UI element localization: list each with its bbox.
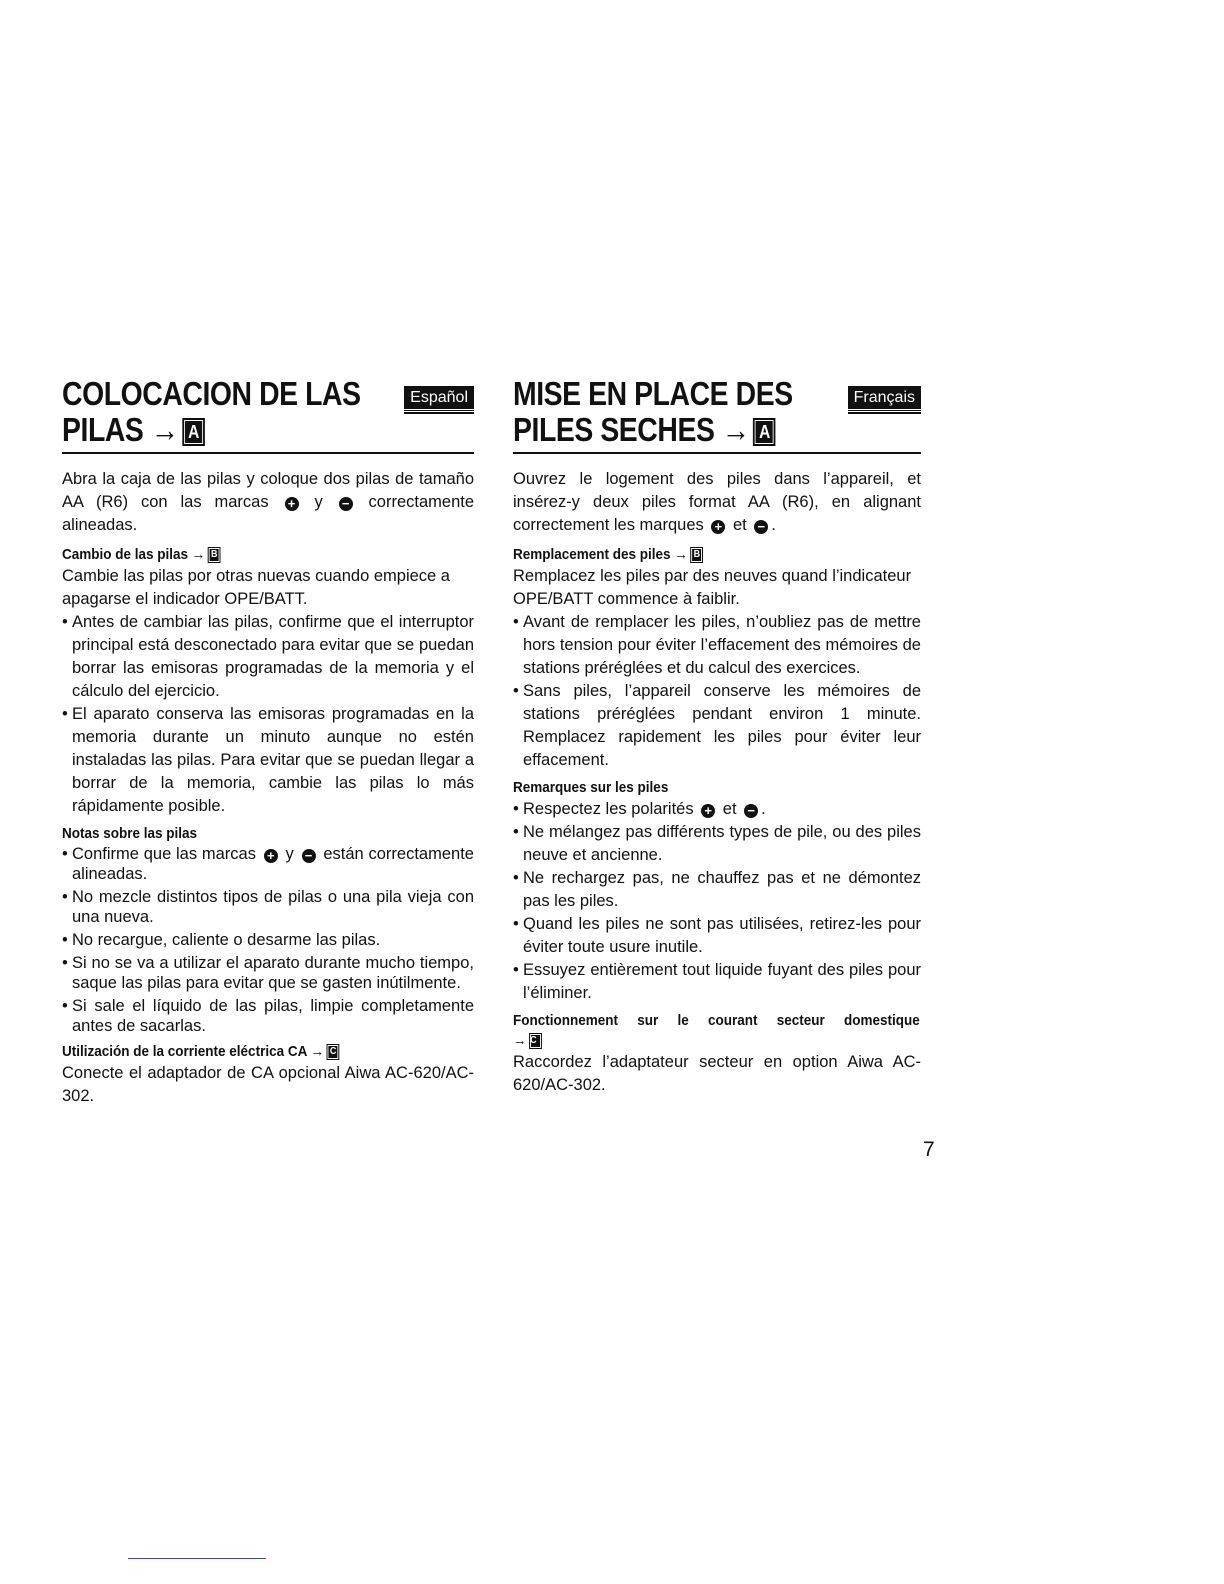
fr-sec1-heading: Remplacement des piles → B: [513, 545, 880, 565]
fr-title-line1: MISE EN PLACE DES: [513, 375, 793, 412]
es-title-line2: PILAS: [62, 411, 144, 448]
arrow-icon: →: [191, 546, 206, 563]
list-item: • Ne mélangez pas différents types de pile, ou des piles neuve et ancienne.: [513, 821, 921, 867]
fr-sec3-heading: Fonctionnement sur le courant secteur domestique → C: [513, 1012, 920, 1049]
list-item: • Quand les piles ne sont pas utilisées, retirez-les pour éviter toute usure inutile.: [513, 913, 921, 959]
list-item: • Respectez les polarités + et − .: [513, 798, 921, 821]
figure-b-box: B: [691, 547, 704, 563]
es-sec1-list: [62, 611, 474, 818]
fr-title: [513, 376, 864, 448]
es-title-line1: COLOCACION DE LAS: [62, 375, 361, 412]
figure-a-box: A: [182, 418, 204, 446]
figure-b-box: B: [208, 547, 221, 563]
list-item: • Confirme que las marcas + y − están correctamente alineadas.: [62, 844, 474, 884]
list-item: • Sans piles, l’appareil conserve les mémoires de stations préréglées pendant environ 1 minute. Remplacez rapidement les piles pour éviter leur effacement.: [513, 680, 921, 772]
fr-sec3-text: Raccordez l’adaptateur secteur en option Aiwa AC-620/AC-302.: [513, 1053, 921, 1094]
list-item: • Ne rechargez pas, ne chauffez pas et ne démontez pas les piles.: [513, 867, 921, 913]
fr-sec1-list: [513, 611, 921, 772]
es-sec3-text: Conecte el adaptador de CA opcional Aiwa AC-620/AC-302.: [62, 1064, 474, 1105]
minus-mark-icon: −: [302, 849, 316, 863]
es-sec1-heading: Cambio de las pilas → B: [62, 545, 433, 565]
language-tab-espanol: Español: [404, 386, 474, 412]
es-sec2-heading: Notas sobre las pilas: [62, 825, 198, 842]
arrow-icon: →: [150, 411, 179, 448]
plus-mark-icon: +: [285, 497, 299, 511]
fr-sec2-list: [513, 798, 921, 1005]
language-tab-francais: Français: [848, 386, 921, 412]
es-header: [62, 376, 474, 454]
figure-c-box: C: [529, 1033, 542, 1049]
list-item: • No mezcle distintos tipos de pilas o una pila vieja con una nueva.: [62, 887, 474, 927]
minus-mark-icon: −: [339, 497, 353, 511]
arrow-icon: →: [721, 411, 750, 448]
list-item: • No recargue, caliente o desarme las pilas.: [62, 930, 474, 950]
fr-header: [513, 376, 921, 454]
page-number: 7: [923, 1138, 935, 1161]
fr-title-line2: PILES SECHES: [513, 411, 715, 448]
fr-sec1-text: Remplacez les piles par des neuves quand l’indicateur OPE/BATT commence à faiblir.: [513, 567, 912, 608]
figure-a-box: A: [753, 418, 775, 446]
arrow-icon: →: [674, 546, 688, 563]
spanish-column: [62, 376, 474, 1116]
es-sec3-heading: Utilización de la corriente eléctrica CA → C: [62, 1042, 433, 1062]
plus-mark-icon: +: [264, 849, 278, 863]
footer-divider: [128, 1558, 266, 1559]
figure-c-box: C: [327, 1044, 340, 1060]
list-item: • Avant de remplacer les piles, n’oubliez pas de mettre hors tension pour éviter l’effacement des mémoires de stations préréglées et du calcul des exercices.: [513, 611, 921, 680]
french-column: [513, 376, 921, 1105]
es-intro: Abra la caja de las pilas y coloque dos pilas de tamaño AA (R6) con las marcas + y − correctamente alineadas.: [62, 470, 475, 534]
list-item: • Essuyez entièrement tout liquide fuyant des piles pour l’éliminer.: [513, 959, 921, 1005]
list-item: • El aparato conserva las emisoras programadas en la memoria durante un minuto aunque no estén instaladas las pilas. Para evitar que se puedan llegar a borrar de la memoria, cambie las pilas lo más rápidamente posible.: [62, 703, 474, 818]
plus-mark-icon: +: [701, 804, 715, 818]
fr-intro: Ouvrez le logement des piles dans l’appareil, et insérez-y deux piles format AA (R6), en alignant correctement les marques + et − .: [513, 470, 921, 534]
minus-mark-icon: −: [744, 804, 758, 818]
list-item: • Si sale el líquido de las pilas, limpie completamente antes de sacarlas.: [62, 996, 474, 1036]
plus-mark-icon: +: [711, 520, 725, 534]
arrow-icon: →: [513, 1032, 527, 1049]
list-item: • Antes de cambiar las pilas, confirme que el interruptor principal está desconectado para evitar que se puedan borrar las emisoras programadas de la memoria y el cálculo del ejercicio.: [62, 611, 474, 703]
minus-mark-icon: −: [754, 520, 768, 534]
es-sec1-text: Cambie las pilas por otras nuevas cuando empiece a apagarse el indicador OPE/BATT.: [62, 567, 450, 608]
list-item: • Si no se va a utilizar el aparato durante mucho tiempo, saque las pilas para evitar que se gasten inútilmente.: [62, 953, 474, 993]
fr-sec2-heading: Remarques sur les piles: [513, 779, 669, 796]
es-sec2-list: [62, 844, 474, 1036]
arrow-icon: →: [310, 1043, 325, 1060]
es-title: [62, 376, 416, 448]
